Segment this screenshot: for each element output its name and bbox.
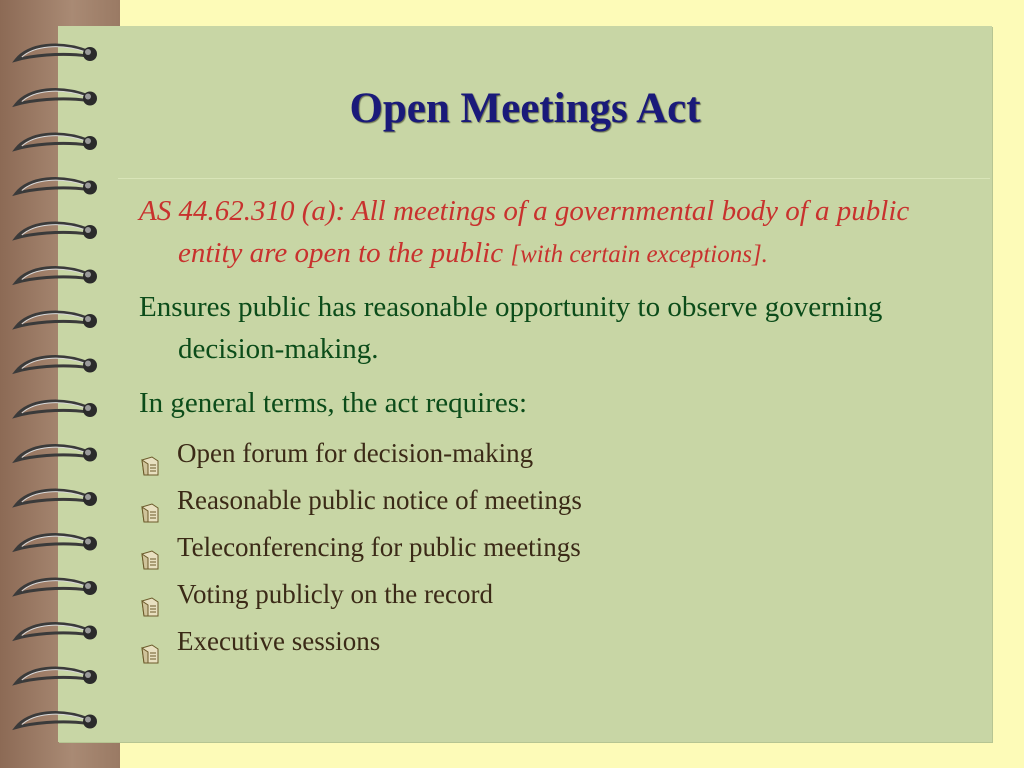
spiral-ring-icon xyxy=(16,713,97,729)
spiral-ring-icon xyxy=(16,535,97,551)
list-item xyxy=(139,430,969,477)
statute-exception: [with certain exceptions]. xyxy=(510,241,768,268)
list-item xyxy=(139,477,969,524)
list-item-label: Executive sessions xyxy=(177,626,381,656)
list-item xyxy=(139,524,969,571)
slide-content xyxy=(139,190,969,665)
spiral-ring-icon xyxy=(16,134,97,150)
statute-text: AS 44.62.310 (a): All meetings of a governmental body of a public entity are open to the public xyxy=(139,195,910,269)
spiral-ring-icon xyxy=(16,179,97,195)
list-item-label: Open forum for decision-making xyxy=(177,438,534,468)
notepad-icon xyxy=(139,539,161,561)
notepad-icon xyxy=(139,586,161,608)
spiral-ring-icon xyxy=(16,357,97,373)
requirements-list xyxy=(139,430,969,665)
ensures-paragraph: Ensures public has reasonable opportunity to observe governing decision-making. xyxy=(139,291,883,365)
spiral-ring-icon xyxy=(16,624,97,640)
notepad-icon xyxy=(139,492,161,514)
spiral-ring-icon xyxy=(16,45,97,61)
spiral-ring-icon xyxy=(16,223,97,239)
spiral-ring-icon xyxy=(16,490,97,506)
title-divider xyxy=(118,178,990,179)
notepad-icon xyxy=(139,445,161,467)
slide-title: Open Meetings Act xyxy=(349,85,701,132)
spiral-ring-icon xyxy=(16,579,97,595)
general-intro: In general terms, the act requires: xyxy=(139,387,528,419)
list-item xyxy=(139,618,969,665)
notepad-icon xyxy=(139,633,161,655)
spiral-ring-icon xyxy=(16,401,97,417)
spiral-ring-icon xyxy=(16,268,97,284)
spiral-ring-icon xyxy=(16,446,97,462)
statute-paragraph xyxy=(139,190,969,276)
list-item-label: Teleconferencing for public meetings xyxy=(177,532,581,562)
list-item-label: Voting publicly on the record xyxy=(177,579,493,609)
spiral-ring-icon xyxy=(16,668,97,684)
spiral-ring-icon xyxy=(16,312,97,328)
list-item xyxy=(139,571,969,618)
list-item-label: Reasonable public notice of meetings xyxy=(177,485,582,515)
